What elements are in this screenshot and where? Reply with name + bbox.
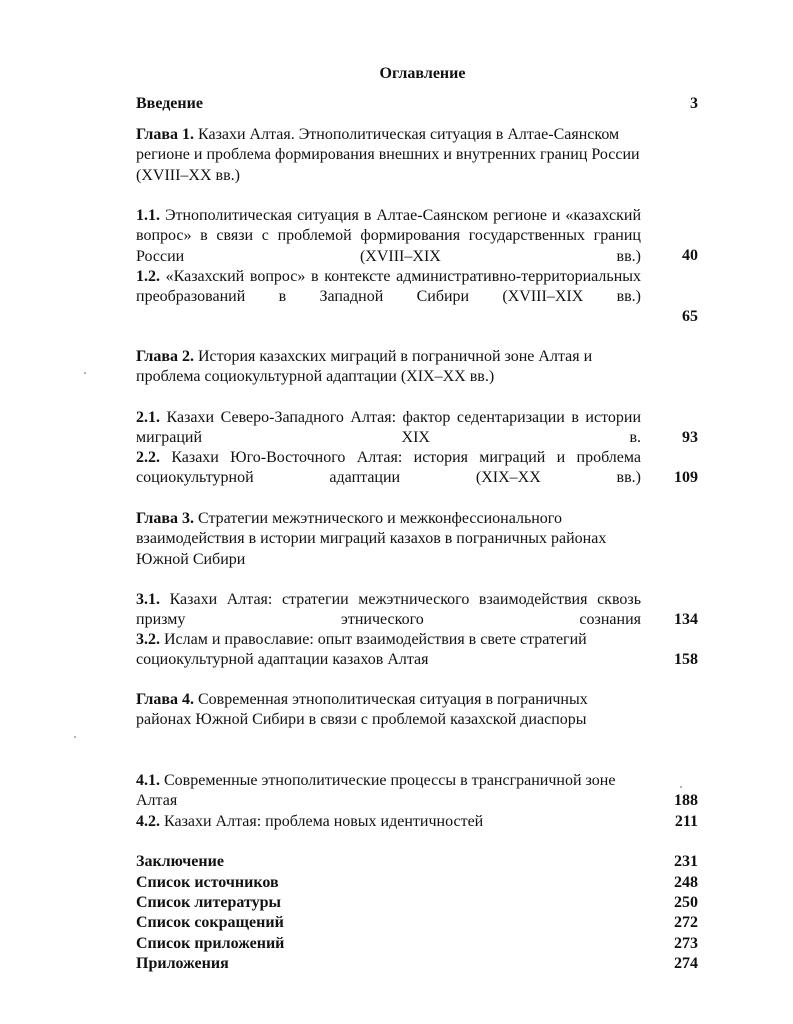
toc-back-label: Список сокращений — [136, 914, 284, 931]
chapter-1-number: Глава 1. — [136, 126, 194, 143]
section-3-1 — [136, 590, 641, 631]
toc-title: Оглавление — [379, 65, 466, 82]
section-4-1 — [136, 771, 641, 812]
section-4-1-title: Современные этнополитические процессы в трансграничной зоне Алтая — [136, 772, 616, 810]
section-3-2-title: Ислам и православие: опыт взаимодействия в свете стратегий социокультурной адаптации казахов Алтая — [136, 631, 587, 669]
section-1-2-number: 1.2. — [136, 268, 160, 285]
toc-back-page: 272 — [674, 914, 698, 931]
section-1-1-page: 40 — [682, 247, 698, 264]
toc-back-label: Список источников — [136, 874, 279, 891]
chapter-3 — [136, 509, 641, 570]
section-4-2-number: 4.2. — [136, 813, 160, 830]
section-3-1-title: Казахи Алтая: стратегии межэтнического взаимодействия сквозь призму этнического сознания — [136, 591, 642, 629]
section-3-2-number: 3.2. — [136, 631, 160, 648]
section-4-2 — [136, 812, 641, 832]
toc-back-page: 274 — [674, 955, 698, 972]
toc-back-page: 273 — [674, 935, 698, 952]
section-1-2 — [136, 267, 641, 308]
section-2-1-title: Казахи Северо-Западного Алтая: фактор седентаризации в истории миграций XIX в. — [136, 409, 642, 447]
section-2-1 — [136, 408, 641, 449]
toc-back-page: 250 — [674, 894, 698, 911]
section-2-2-title: Казахи Юго-Восточного Алтая: история миграций и проблема социокультурной адаптации (XIX–XX вв.) — [136, 449, 642, 487]
section-1-2-title: «Казахский вопрос» в контексте административно-территориальных преобразований в Западной Сибири (XVIII–XIX вв.) — [136, 268, 641, 306]
section-2-1-page: 93 — [682, 429, 698, 446]
chapter-2-title: История казахских миграций в пограничной зоне Алтая и проблема социокультурной адаптации (XIX–XX вв.) — [136, 348, 593, 386]
section-3-2-page: 158 — [674, 651, 698, 668]
section-4-2-page: 211 — [674, 813, 698, 830]
section-3-2 — [136, 630, 641, 671]
section-2-1-number: 2.1. — [136, 409, 160, 426]
chapter-2 — [136, 347, 641, 388]
section-3-1-number: 3.1. — [136, 591, 160, 608]
section-1-1-title: Этнополитическая ситуация в Алтае-Саянском регионе и «казахский вопрос» в связи с проблемой формирования государственных границ России (XVIII–XIX вв.) — [136, 207, 642, 265]
chapter-4 — [136, 690, 596, 731]
toc-back-label: Список литературы — [136, 894, 281, 911]
chapter-3-number: Глава 3. — [136, 510, 194, 527]
chapter-1-title: Казахи Алтая. Этнополитическая ситуация в Алтае-Саянском регионе и проблема формирования внешних и внутренних границ России (XVIII–XX вв.) — [136, 126, 640, 184]
section-1-1-number: 1.1. — [136, 207, 160, 224]
toc-back-page: 231 — [674, 853, 698, 870]
chapter-2-number: Глава 2. — [136, 348, 194, 365]
section-1-1 — [136, 206, 641, 267]
scan-speck — [84, 372, 86, 374]
scan-speck — [680, 786, 682, 788]
chapter-1 — [136, 125, 641, 186]
toc-back-label: Заключение — [136, 853, 224, 870]
toc-back-label: Приложения — [136, 955, 229, 972]
section-3-1-page: 134 — [674, 611, 698, 628]
chapter-4-number: Глава 4. — [136, 691, 194, 708]
section-2-2-page: 109 — [674, 469, 698, 486]
toc-back-label: Список приложений — [136, 935, 285, 952]
toc-back-page: 248 — [674, 874, 698, 891]
section-4-1-number: 4.1. — [136, 772, 160, 789]
chapter-3-title: Стратегии межэтнического и межконфессионального взаимодействия в истории миграций казахов в пограничных районах Южной Сибири — [136, 510, 607, 568]
section-4-2-title: Казахи Алтая: проблема новых идентичностей — [164, 813, 484, 830]
section-1-2-page: 65 — [682, 308, 698, 325]
chapter-4-title: Современная этнополитическая ситуация в пограничных районах Южной Сибири в связи с проблемой казахской диаспоры — [136, 691, 588, 729]
section-4-1-page: 188 — [674, 792, 698, 809]
section-2-2 — [136, 448, 641, 489]
scan-speck — [74, 736, 76, 738]
section-2-2-number: 2.2. — [136, 449, 160, 466]
toc-intro-page: 3 — [690, 95, 698, 112]
toc-intro-label: Введение — [136, 95, 203, 112]
